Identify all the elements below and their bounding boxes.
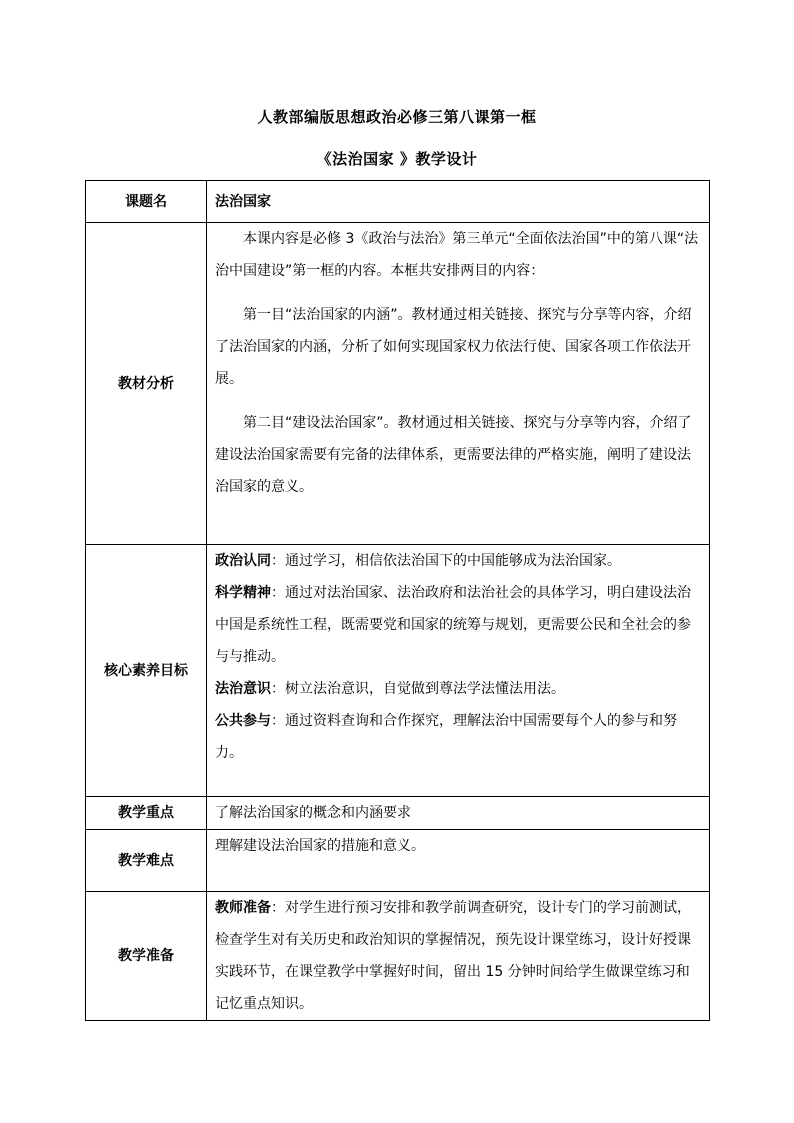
table-row-prep xyxy=(86,892,710,1021)
material-paragraph-2: 第一目“法治国家的内涵”。教材通过相关链接、探究与分享等内容，介绍了法治国家的内涵，分析了如何实现国家权力依法行使、国家各项工作依法开展。 xyxy=(215,307,692,387)
topic-value: 法治国家 xyxy=(207,181,710,223)
literacy-item-key: 科学精神 xyxy=(215,585,271,601)
topic-label: 课题名 xyxy=(86,181,207,223)
literacy-item-key: 公共参与 xyxy=(215,713,271,729)
literacy-item-text: ：树立法治意识，自觉做到尊法学法懂法用法。 xyxy=(271,681,565,697)
prep-text: ：对学生进行预习安排和教学前调查研究，设计专门的学习前测试，检查学生对有关历史和政治知识的掌握情况，预先设计课堂练习，设计好授课实践环节，在课堂教学中掌握好时间，留出 15 分钟时间给学生做课堂练习和记忆重点知识。 xyxy=(215,900,691,1012)
literacy-item xyxy=(215,673,703,705)
literacy-item-key: 法治意识 xyxy=(215,681,271,697)
literacy-content xyxy=(207,545,710,797)
table-row-topic xyxy=(86,181,710,223)
literacy-item-text: ：通过学习，相信依法治国下的中国能够成为法治国家。 xyxy=(271,553,621,569)
literacy-item-text: ：通过资料查询和合作探究，理解法治中国需要每个人的参与和努力。 xyxy=(215,713,677,761)
literacy-item xyxy=(215,705,703,769)
document-title: 人教部编版思想政治必修三第八课第一框 xyxy=(257,108,537,126)
literacy-item xyxy=(215,545,703,577)
focus-label: 教学重点 xyxy=(86,797,207,830)
material-label: 教材分析 xyxy=(86,223,207,545)
prep-key: 教师准备 xyxy=(215,900,271,916)
literacy-item xyxy=(215,577,703,673)
prep-paragraph xyxy=(215,892,703,1020)
difficulty-value: 理解建设法治国家的措施和意义。 xyxy=(207,830,710,892)
lesson-plan-table xyxy=(85,180,710,1021)
literacy-label: 核心素养目标 xyxy=(86,545,207,797)
table-row-focus xyxy=(86,797,710,830)
material-paragraph-1: 本课内容是必修 3《政治与法治》第三单元“全面依法治国”中的第八课“法治中国建设”第一框的内容。本框共安排两目的内容： xyxy=(215,231,699,279)
focus-value: 了解法治国家的概念和内涵要求 xyxy=(207,797,710,830)
literacy-item-text: ：通过对法治国家、法治政府和法治社会的具体学习，明白建设法治中国是系统性工程，既需要党和国家的统筹与规划，更需要公民和全社会的参与与推动。 xyxy=(215,585,691,665)
table-row-material xyxy=(86,223,710,545)
material-paragraph-3: 第二目“建设法治国家”。教材通过相关链接、探究与分享等内容，介绍了建设法治国家需要有完备的法律体系，更需要法律的严格实施，阐明了建设法治国家的意义。 xyxy=(215,415,692,495)
document-subtitle: 《法治国家 》教学设计 xyxy=(316,150,478,168)
prep-content xyxy=(207,892,710,1021)
literacy-item-key: 政治认同 xyxy=(215,553,271,569)
table-row-literacy xyxy=(86,545,710,797)
material-content xyxy=(207,223,710,545)
difficulty-label: 教学难点 xyxy=(86,830,207,892)
table-row-difficulty xyxy=(86,830,710,892)
prep-label: 教学准备 xyxy=(86,892,207,1021)
